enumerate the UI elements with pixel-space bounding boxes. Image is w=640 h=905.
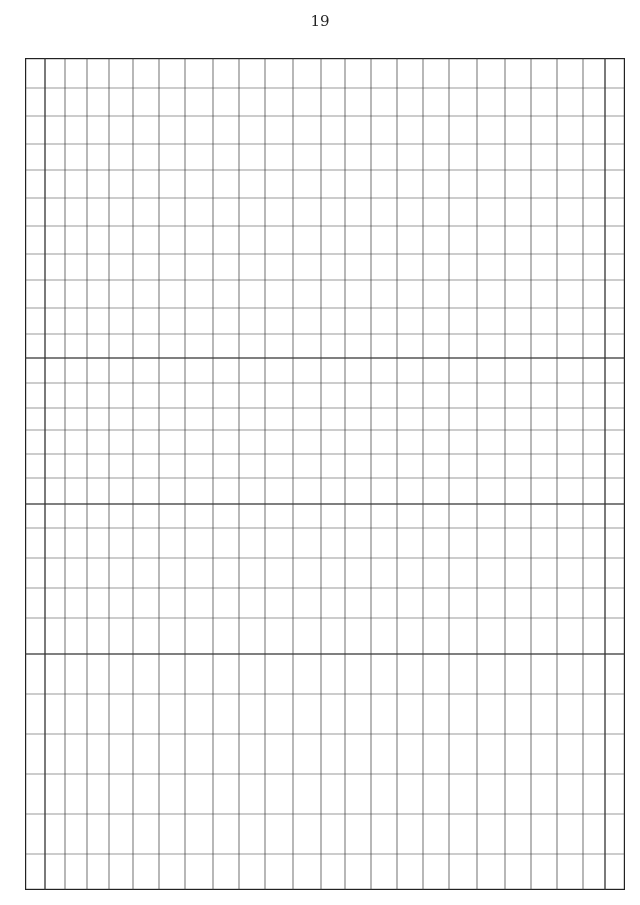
rotated-program-table bbox=[25, 58, 625, 890]
table-border bbox=[26, 59, 625, 890]
table-grid bbox=[25, 58, 625, 890]
page-number: 19 bbox=[310, 12, 330, 30]
